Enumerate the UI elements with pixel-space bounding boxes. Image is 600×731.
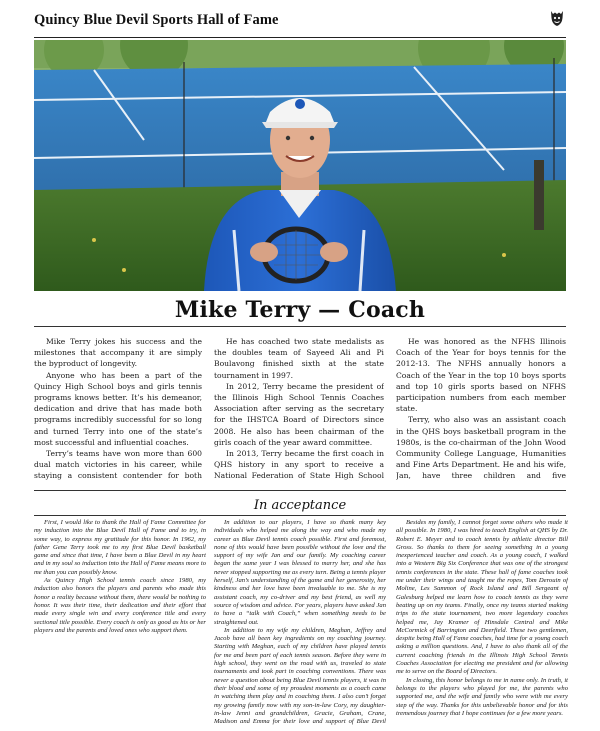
article-paragraph: He was honored as the NFHS Illinois Coach of the Year for boys tennis for the 2012-13. The NFHS annually honors a Coach of the Year in the top 10 boys sports and top 10 girls sports based on NFHS participation numbers from each member state. [396,337,566,414]
acceptance-title: In acceptance [253,498,347,513]
article-paragraph: Mike Terry jokes his success and the milestones that accompany it are simply the byproduct of longevity. [34,337,202,369]
acceptance-paragraph: As Quincy High School tennis coach since 1980, my induction also honors the players and parents who made this honor a reality because without them, there would be nothing to honor. It was their time, their dedication and their effort that made every single win and every conference title and every sectional title possible. Every coach is only as good as his or her players and the parents and loved ones who support them. [34,577,206,634]
article-column-1 [34,336,202,482]
section-divider-bottom [34,515,566,516]
article-paragraph: He has coached two state medalists as the doubles team of Sayeed Ali and Pi Boulavong finished sixth at the state tournament in 1997. [214,337,384,380]
article-paragraph: In 2012, Terry became the president of the Illinois High School Tennis Coaches Association after serving as the secretary for the IHSTCA Board of Directors since 2008. He also has been chairman of the girls coach of the year award committee. [214,381,384,447]
article-column-3 [396,336,566,482]
header-divider [34,37,566,38]
acceptance-paragraph: Besides my family, I cannot forget some others who made it all possible. In 1980, I was hired to teach English at QHS by Dr. Robert E. Meyer and to coach tennis by athletic director Bill Gross. So thanks to them for seeing something in a young inexperienced teacher and coach. As a young coach, I walked into a Western Big Six Conference that was one of the strongest tennis conferences in the state. These hall of fame coaches took me under their wings and taught me the ropes, Tom Derouin of Moline, Les Sammon of Rock Island and Bill Sergeant of Galesburg helped me learn how to coach tennis as they were beating up on my teams. Finally, once my teams started making trips to the state tournament, two more legendary coaches helped me, Jay Kramer of Hinsdale Central and Mike McCormick of Barrington and Deerfield. These two gentlemen, despite being Hall of Fame coaches, had time for a young coach asking a million questions. And, I have to also thank all of the current coaching friends in the Illinois High School Tennis Coaches Association for electing me president and for allowing me to serve on the Board of Directors. [396,519,568,676]
header-title: Quincy Blue Devil Sports Hall of Fame [34,12,279,28]
article-paragraph: In 2013, Terry became the first coach in QHS history in any sport to receive a National Federation of State High School [214,449,384,481]
article-paragraph: Terry’s teams have won more than 600 dual match victories in his career, while staying a consistent contender for both [34,449,202,481]
article-title: Mike Terry — Coach [174,297,426,323]
acceptance-column-1 [34,519,206,725]
acceptance-column-3 [396,519,568,725]
article-column-2 [214,336,384,482]
acceptance-paragraph: First, I would like to thank the Hall of Fame Committee for my induction into the Blue Devil Hall of Fame and to try, in some way, to express my gratitude for this honor. In 1962, my father Gene Terry took me to my first Blue Devil basketball game and since that time, I have been a Blue Devil in my heart and in my soul so induction into the Hall of Fame means more to me than you can possibly know. [34,519,206,576]
article-paragraph: Anyone who has been a part of the Quincy High School boys and girls tennis programs knows better. It’s his demeanor, dedication and drive that has made both programs incredibly successful for so long and turned Terry into one of the state’s most successful and influential coaches. [34,370,202,447]
acceptance-paragraph: In addition to my wife my children, Meghan, Jeffrey and Jacob have all been key ingredients on my coaching journey. Starting with Meghan, each of my children have played tennis for me and been part of each tennis season. Before they were in high school, they went on the road with us, traveled to state tournaments and took part in coaching conventions. There was never a question about being Blue Devil tennis players, it was in their blood and some of my proudest moments as a coach came in watching them play and in coaching them. I also can’t forget my growing family now with my son-in-law Cory, my daughter-in-law Jenni and grandchildren, Gracie, Graham, Crane, Madison and Emma for their love and support of Blue Devil [214,626,386,725]
coach-photo [34,40,566,291]
article-paragraph: Terry, who also was an assistant coach in the QHS boys basketball program in the 1980s, is the co-chairman of the John Wood Community College Language, Humanities and Fine Arts Department. He and his wife, Jan, have three children and five [396,415,566,481]
blue-devil-logo-icon [550,10,564,27]
section-divider-top [34,490,566,491]
page-header [34,10,566,38]
acceptance-paragraph: In closing, this honor belongs to me in name only. In truth, it belongs to the players who played for me, the parents who supported me, and the wife and family who were with me every step of the way. Thanks for this unbelievable honor and for this tremendous journey that I hope continues for a few more years. [396,676,568,717]
title-divider [34,326,566,327]
acceptance-column-2 [214,519,386,725]
acceptance-paragraph: In addition to our players, I have so thank many key individuals who helped me along the way and who made my career as Blue Devil tennis coach possible. First and foremost, none of this would have been possible without the love and the support of my wife Jan and our family. My coaching career began the same year I was blessed to marry her, and she has never stopped supporting me as every turn. Being a tennis player herself, Jan’s understanding of the game and her generosity, her kindness and her love have been invaluable to me. She is my assistant coach, my co-driver and my best friend, as well my source of wisdom and advice. For years, players have asked Jan to have a “talk with Coach,” when something needs to be straightened out. [214,519,386,626]
